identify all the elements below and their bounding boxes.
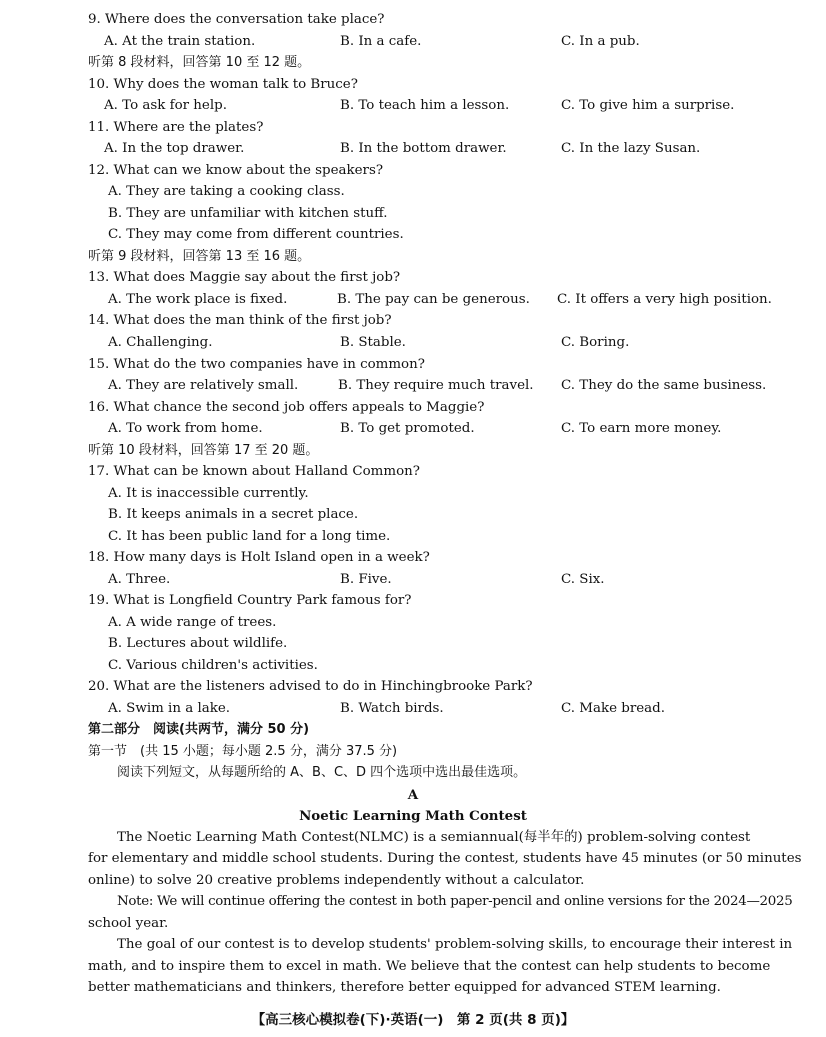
question-13-option-b: B. The pay can be generous. [337,292,530,307]
question-16-option-b: B. To get promoted. [340,421,475,436]
question-16-option-a: A. To work from home. [108,421,263,436]
question-12-option-c: C. They may come from different countries. [108,227,404,242]
question-20-option-a: A. Swim in a lake. [108,701,231,716]
question-18-option-b: B. Five. [340,572,392,587]
reading-instruction: 阅读下列短文，从每题所给的 A、B、C、D 四个选项中选出最佳选项。 [117,765,527,780]
question-19-option-b: B. Lectures about wildlife. [108,636,288,651]
question-9-option-a: A. At the train station. [104,34,256,49]
question-14-option-a: A. Challenging. [108,335,213,350]
question-16-stem: 16. What chance the second job offers appeals to Maggie? [88,400,485,415]
question-12-stem: 12. What can we know about the speakers? [88,163,383,178]
question-20-option-c: C. Make bread. [561,701,665,716]
question-19-option-c: C. Various children's activities. [108,658,318,673]
question-10-option-a: A. To ask for help. [104,98,227,113]
paragraph-1-line-2: for elementary and middle school students. During the contest, students have 45 minutes (or 50 minutes [88,851,802,866]
paragraph-1-line-3: online) to solve 20 creative problems independently without a calculator. [88,873,585,888]
question-9-stem: 9. Where does the conversation take place? [88,12,385,27]
paragraph-3-line-2: math, and to inspire them to excel in math. We believe that the contest can help students to become [88,959,771,974]
question-17-stem: 17. What can be known about Halland Common? [88,464,420,479]
question-17-option-c: C. It has been public land for a long time. [108,529,391,544]
question-11-option-b: B. In the bottom drawer. [340,141,507,156]
question-10-option-b: B. To teach him a lesson. [340,98,510,113]
question-18-stem: 18. How many days is Holt Island open in a week? [88,550,430,565]
listening-instruction-8: 听第 8 段材料，回答第 10 至 12 题。 [88,55,311,70]
paragraph-3-line-1: The goal of our contest is to develop students' problem-solving skills, to encourage their interest in [117,937,793,952]
question-11-stem: 11. Where are the plates? [88,120,264,135]
question-18-option-c: C. Six. [561,572,605,587]
paragraph-3-line-3: better mathematicians and thinkers, therefore better equipped for advanced STEM learning. [88,980,721,995]
question-12-option-a: A. They are taking a cooking class. [108,184,345,199]
question-19-stem: 19. What is Longfield Country Park famous for? [88,593,412,608]
paragraph-1-line-1: The Noetic Learning Math Contest(NLMC) is a semiannual(每半年的) problem-solving contest [117,830,751,845]
question-20-option-b: B. Watch birds. [340,701,444,716]
question-11-option-c: C. In the lazy Susan. [561,141,701,156]
reading-section-title: 第一节 (共 15 小题；每小题 2.5 分，满分 37.5 分) [88,744,398,759]
question-10-option-c: C. To give him a surprise. [561,98,735,113]
question-17-option-a: A. It is inaccessible currently. [108,486,309,501]
reading-part-title: 第二部分 阅读(共两节，满分 50 分) [88,722,310,737]
question-9-option-c: C. In a pub. [561,34,640,49]
question-10-stem: 10. Why does the woman talk to Bruce? [88,77,358,92]
page-footer: 【高三核心模拟卷(下)·英语(一) 第 2 页(共 8 页)】 [251,1012,575,1028]
paragraph-2-line-1: Note: We will continue offering the contest in both paper-pencil and online versions for the 2024—2025 [117,894,793,909]
question-14-stem: 14. What does the man think of the first job? [88,313,392,328]
question-16-option-c: C. To earn more money. [561,421,722,436]
question-20-stem: 20. What are the listeners advised to do in Hinchingbrooke Park? [88,679,533,694]
question-15-stem: 15. What do the two companies have in common? [88,357,425,372]
listening-instruction-9: 听第 9 段材料，回答第 13 至 16 题。 [88,249,311,264]
question-19-option-a: A. A wide range of trees. [108,615,277,630]
passage-letter: A [407,787,419,803]
question-17-option-b: B. It keeps animals in a secret place. [108,507,359,522]
question-13-option-c: C. It offers a very high position. [557,292,772,307]
question-18-option-a: A. Three. [108,572,171,587]
paragraph-2-line-2: school year. [88,916,169,931]
question-15-option-c: C. They do the same business. [561,378,767,393]
passage-title: Noetic Learning Math Contest [299,808,527,824]
question-13-option-a: A. The work place is fixed. [108,292,288,307]
question-14-option-c: C. Boring. [561,335,630,350]
question-14-option-b: B. Stable. [340,335,406,350]
question-9-option-b: B. In a cafe. [340,34,422,49]
question-13-stem: 13. What does Maggie say about the first job? [88,270,401,285]
listening-instruction-10: 听第 10 段材料，回答第 17 至 20 题。 [88,443,319,458]
question-15-option-b: B. They require much travel. [338,378,534,393]
question-15-option-a: A. They are relatively small. [108,378,299,393]
question-11-option-a: A. In the top drawer. [104,141,245,156]
question-12-option-b: B. They are unfamiliar with kitchen stuff. [108,206,388,221]
